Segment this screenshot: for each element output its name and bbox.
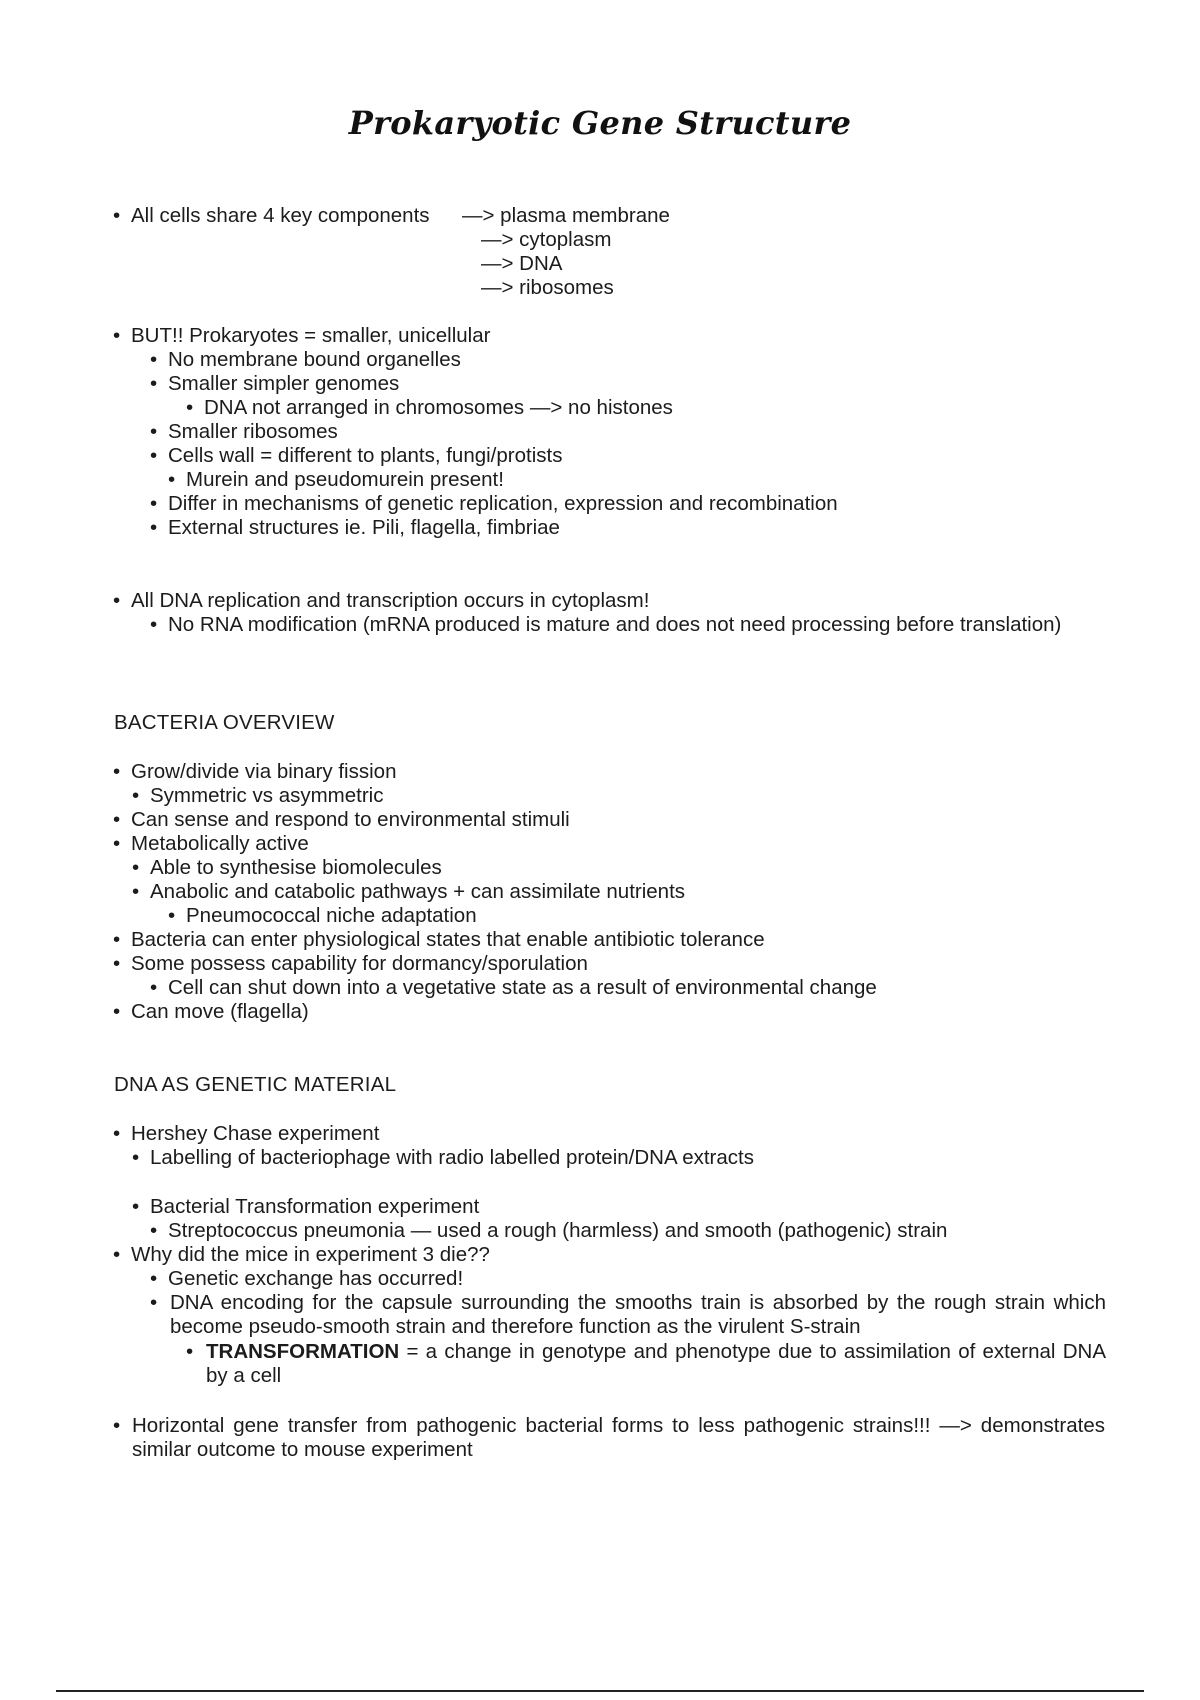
sub-bullet-item: • DNA encoding for the capsule surrounding the smooths train is absorbed by the rough strain which become pseudo-smooth strain and therefore function as the virulent S-strain <box>150 1291 1106 1338</box>
component-item: —> DNA <box>481 252 563 275</box>
sub-sub-bullet-item: • DNA not arranged in chromosomes —> no histones <box>186 396 673 419</box>
sub-bullet-item: • Able to synthesise biomolecules <box>132 856 442 879</box>
sub-bullet-item: • Smaller ribosomes <box>150 420 338 443</box>
bullet-item: • Why did the mice in experiment 3 die?? <box>113 1243 490 1266</box>
sub-bullet-item: • Smaller simpler genomes <box>150 372 400 395</box>
bullet-item: • Horizontal gene transfer from pathogenic bacterial forms to less pathogenic strains!!! —> demonstrates similar outcome to mouse experiment <box>113 1414 1105 1461</box>
bullet-item: • Metabolically active <box>113 832 309 855</box>
sub-bullet-item: • Differ in mechanisms of genetic replication, expression and recombination <box>150 492 838 515</box>
component-item: —> ribosomes <box>481 276 614 299</box>
section-heading-bacteria: BACTERIA OVERVIEW <box>114 711 335 734</box>
bullet-item: • Grow/divide via binary fission <box>113 760 397 783</box>
transformation-term: TRANSFORMATION <box>206 1340 400 1363</box>
sub-bullet-item: • Anabolic and catabolic pathways + can assimilate nutrients <box>132 880 686 903</box>
bullet-item: • Can move (flagella) <box>113 1000 309 1023</box>
component-item: —> plasma membrane <box>462 204 670 227</box>
section-heading-dna: DNA AS GENETIC MATERIAL <box>114 1073 397 1096</box>
sub-bullet-item: • Cell can shut down into a vegetative state as a result of environmental change <box>150 976 877 999</box>
bullet-item: • All DNA replication and transcription occurs in cytoplasm! <box>113 589 650 612</box>
sub-sub-bullet-item: • Murein and pseudomurein present! <box>168 468 504 491</box>
sub-bullet-item: • Genetic exchange has occurred! <box>150 1267 464 1290</box>
sub-sub-bullet-item: • Pneumococcal niche adaptation <box>168 904 477 927</box>
bullet-item: • All cells share 4 key components <box>113 204 430 227</box>
sub-bullet-item: • No RNA modification (mRNA produced is mature and does not need processing before translation) <box>150 613 1062 636</box>
sub-bullet-item: • Streptococcus pneumonia — used a rough (harmless) and smooth (pathogenic) strain <box>150 1219 948 1242</box>
bullet-item: • Some possess capability for dormancy/sporulation <box>113 952 588 975</box>
bullet-item: • Hershey Chase experiment <box>113 1122 380 1145</box>
page-title: Prokaryotic Gene Structure <box>348 104 852 142</box>
sub-bullet-item: • Bacterial Transformation experiment <box>132 1195 480 1218</box>
sub-bullet-item: • No membrane bound organelles <box>150 348 461 371</box>
page-bottom-rule <box>56 1690 1144 1692</box>
bullet-item: • Can sense and respond to environmental stimuli <box>113 808 570 831</box>
component-item: —> cytoplasm <box>481 228 612 251</box>
sub-bullet-item: • External structures ie. Pili, flagella, fimbriae <box>150 516 560 539</box>
bullet-item: • Bacteria can enter physiological states that enable antibiotic tolerance <box>113 928 765 951</box>
sub-bullet-item: • Cells wall = different to plants, fungi/protists <box>150 444 563 467</box>
sub-bullet-item: • Labelling of bacteriophage with radio labelled protein/DNA extracts <box>132 1146 754 1169</box>
bullet-item: • BUT!! Prokaryotes = smaller, unicellular <box>113 324 491 347</box>
sub-sub-bullet-item: • TRANSFORMATION = a change in genotype and phenotype due to assimilation of external DNA by a cell <box>186 1340 1106 1387</box>
sub-bullet-item: • Symmetric vs asymmetric <box>132 784 384 807</box>
